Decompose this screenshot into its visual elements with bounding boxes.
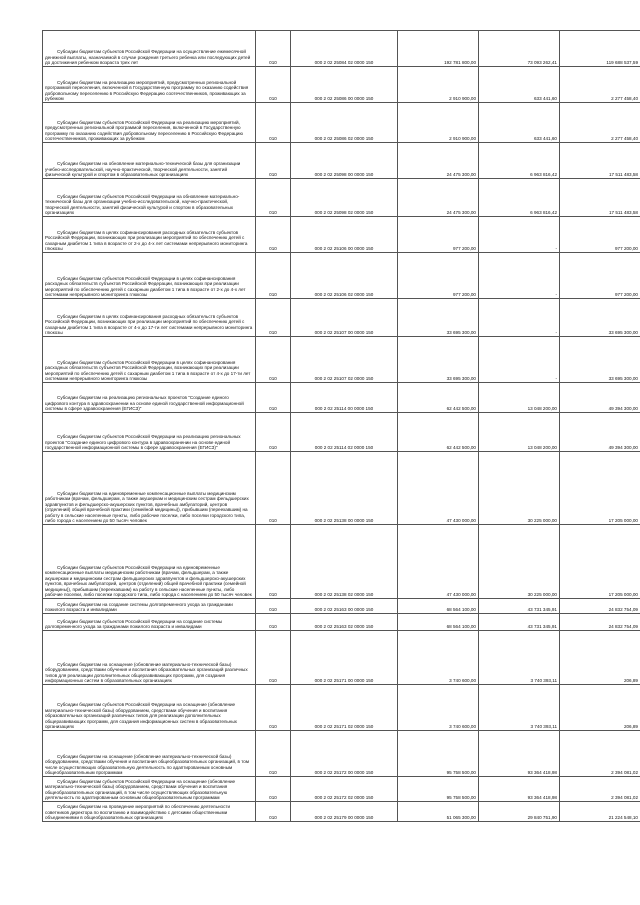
row-code-cell: 010 bbox=[256, 802, 291, 822]
row-kbk-cell: 000 2 02 25086 00 0000 150 bbox=[291, 67, 398, 103]
row-kbk-cell: 000 2 02 25138 02 0000 150 bbox=[291, 525, 398, 599]
row-code-cell: 010 bbox=[256, 614, 291, 631]
row-remaining-cell: 17 205 000,00 bbox=[560, 525, 640, 599]
row-approved-cell: 3 740 600,00 bbox=[398, 631, 479, 685]
row-kbk-cell: 000 2 02 25163 02 0000 150 bbox=[291, 614, 398, 631]
row-remaining-cell: 33 695 300,00 bbox=[560, 337, 640, 383]
row-approved-cell: 62 442 500,00 bbox=[398, 383, 479, 413]
row-executed-cell: 6 963 816,42 bbox=[479, 143, 560, 179]
row-name-cell: Субсидии бюджетам в целях софинансирования расходных обязательств субъектов Российской Федерации, возникающих при реализации мероприятий по обеспечению детей с сахарным диабетом 1 типа в возрасте от 4-х до 17-ти лет системами непрерывного мониторинга глюкозы bbox=[43, 299, 256, 337]
row-executed-cell: 43 731 345,91 bbox=[479, 614, 560, 631]
row-remaining-cell: 206,89 bbox=[560, 685, 640, 731]
row-code-cell: 010 bbox=[256, 452, 291, 525]
row-approved-cell: 3 740 600,00 bbox=[398, 685, 479, 731]
row-remaining-cell: 24 832 754,09 bbox=[560, 614, 640, 631]
row-kbk-cell: 000 2 02 25106 00 0000 150 bbox=[291, 217, 398, 253]
table-row bbox=[43, 631, 640, 685]
row-kbk-cell: 000 2 02 25179 00 0000 150 bbox=[291, 802, 398, 822]
row-name-cell: Субсидии бюджетам субъектов Российской Федерации на реализацию мероприятий, предусмотренных региональной программой переселения, включенной в Государственную программу по оказанию содействия добровольному переселению в Российскую Федерацию соотечественников, проживающих за рубежом bbox=[43, 103, 256, 143]
row-approved-cell: 95 758 500,00 bbox=[398, 777, 479, 802]
row-kbk-cell: 000 2 02 25084 02 0000 150 bbox=[291, 31, 398, 67]
row-executed-cell: 13 048 200,00 bbox=[479, 413, 560, 452]
row-remaining-cell: 977 200,00 bbox=[560, 253, 640, 299]
row-code-cell: 010 bbox=[256, 31, 291, 67]
row-executed-cell: 43 731 345,91 bbox=[479, 599, 560, 614]
row-approved-cell: 977 200,00 bbox=[398, 253, 479, 299]
row-name-cell: Субсидии бюджетам субъектов Российской Федерации в целях софинансирования расходных обязательств субъектов Российской Федерации, возникающих при реализации мероприятий по обеспечению детей с сахарным диабетом 1 типа в возрасте от 2-х до 4-х лет системами непрерывного мониторинга глюкозы bbox=[43, 253, 256, 299]
row-executed-cell: 633 441,60 bbox=[479, 103, 560, 143]
row-kbk-cell: 000 2 02 25098 00 0000 150 bbox=[291, 143, 398, 179]
table-row bbox=[43, 143, 640, 179]
row-name-cell: Субсидии бюджетам субъектов Российской Федерации на осуществление ежемесячной денежной выплаты, назначаемой в случае рождения третьего ребенка или последующих детей до достижения ребенком возраста трех лет bbox=[43, 31, 256, 67]
row-approved-cell: 68 564 100,00 bbox=[398, 614, 479, 631]
row-approved-cell: 24 475 300,00 bbox=[398, 179, 479, 217]
row-name-cell: Субсидии бюджетам субъектов Российской Федерации на оснащение (обновление материально-технической базы) оборудованием, средствами обучения и воспитания общеобразовательных организаций, в том числе осуществляющих образовательную деятельность по адаптированным основным общеобразовательным программам bbox=[43, 777, 256, 802]
row-name-cell: Субсидии бюджетам на оснащение (обновление материально-технической базы) оборудованием, средствами обучения и воспитания общеобразовательных организаций, в том числе осуществляющих образовательную деятельность по адаптированным основным общеобразовательным программам bbox=[43, 731, 256, 777]
row-kbk-cell: 000 2 02 25114 00 0000 150 bbox=[291, 383, 398, 413]
row-approved-cell: 95 758 500,00 bbox=[398, 731, 479, 777]
row-code-cell: 010 bbox=[256, 103, 291, 143]
row-approved-cell: 977 200,00 bbox=[398, 217, 479, 253]
row-approved-cell: 33 695 300,00 bbox=[398, 337, 479, 383]
table-row bbox=[43, 599, 640, 614]
table-row bbox=[43, 802, 640, 822]
row-executed-cell: 30 225 000,00 bbox=[479, 525, 560, 599]
row-remaining-cell: 2 277 458,40 bbox=[560, 103, 640, 143]
row-kbk-cell: 000 2 02 25172 00 0000 150 bbox=[291, 731, 398, 777]
row-name-cell: Субсидии бюджетам субъектов Российской Федерации на обновление материально-технической базы для организации учебно-исследовательской, научно-практической, творческой деятельности, занятий физической культурой и спортом в образовательных организациях bbox=[43, 179, 256, 217]
row-name-cell: Субсидии бюджетам субъектов Российской Федерации в целях софинансирования расходных обязательств субъектов Российской Федерации, возникающих при реализации мероприятий по обеспечению детей с сахарным диабетом 1 типа в возрасте от 4-х до 17-ти лет системами непрерывного мониторинга глюкозы bbox=[43, 337, 256, 383]
row-remaining-cell: 21 224 548,10 bbox=[560, 802, 640, 822]
table-row bbox=[43, 413, 640, 452]
row-name-cell: Субсидии бюджетам на проведение мероприятий по обеспечению деятельности советников директора по воспитанию и взаимодействию с детскими общественными объединениями в общеобразовательных организациях bbox=[43, 802, 256, 822]
row-code-cell: 010 bbox=[256, 599, 291, 614]
budget-execution-table bbox=[42, 30, 640, 822]
row-code-cell: 010 bbox=[256, 337, 291, 383]
row-name-cell: Субсидии бюджетам на обновление материально-технической базы для организации учебно-исследовательской, научно-практической, творческой деятельности, занятий физической культурой и спортом в образовательных организациях bbox=[43, 143, 256, 179]
row-remaining-cell: 2 394 081,02 bbox=[560, 777, 640, 802]
row-executed-cell: 30 225 000,00 bbox=[479, 452, 560, 525]
row-code-cell: 010 bbox=[256, 413, 291, 452]
table-row bbox=[43, 452, 640, 525]
row-remaining-cell: 977 200,00 bbox=[560, 217, 640, 253]
row-remaining-cell: 2 277 458,40 bbox=[560, 67, 640, 103]
row-code-cell: 010 bbox=[256, 777, 291, 802]
row-kbk-cell: 000 2 02 25171 02 0000 150 bbox=[291, 685, 398, 731]
row-code-cell: 010 bbox=[256, 253, 291, 299]
row-name-cell: Субсидии бюджетам на создание системы долговременного ухода за гражданами пожилого возраста и инвалидами bbox=[43, 599, 256, 614]
table-row bbox=[43, 777, 640, 802]
row-remaining-cell: 33 695 300,00 bbox=[560, 299, 640, 337]
row-remaining-cell: 17 511 483,58 bbox=[560, 143, 640, 179]
row-code-cell: 010 bbox=[256, 299, 291, 337]
table-row bbox=[43, 217, 640, 253]
row-code-cell: 010 bbox=[256, 525, 291, 599]
table-row bbox=[43, 67, 640, 103]
row-executed-cell: 73 093 262,41 bbox=[479, 31, 560, 67]
table-row bbox=[43, 525, 640, 599]
row-executed-cell: 633 441,60 bbox=[479, 67, 560, 103]
row-remaining-cell: 17 205 000,00 bbox=[560, 452, 640, 525]
row-executed-cell: 93 364 418,98 bbox=[479, 777, 560, 802]
table-row bbox=[43, 31, 640, 67]
row-kbk-cell: 000 2 02 25098 02 0000 150 bbox=[291, 179, 398, 217]
row-approved-cell: 2 910 900,00 bbox=[398, 67, 479, 103]
row-approved-cell: 68 564 100,00 bbox=[398, 599, 479, 614]
row-executed-cell: 3 740 393,11 bbox=[479, 631, 560, 685]
row-remaining-cell: 119 688 537,59 bbox=[560, 31, 640, 67]
row-name-cell: Субсидии бюджетам на единовременные компенсационные выплаты медицинским работникам (врачам, фельдшерам, а также акушеркам и медицинским сестрам фельдшерских здравпунктов и фельдшерско-акушерских пунктов, врачебных амбулаторий, центров (отделений) общей врачебной практики (семейной медицины)), прибывшим (переехавшим) на работу в сельские населенные пункты, либо рабочие поселки, либо поселки городского типа, либо города с населением до 50 тысяч человек bbox=[43, 452, 256, 525]
row-name-cell: Субсидии бюджетам субъектов Российской Федерации на реализацию региональных проектов "Создание единого цифрового контура в здравоохранении на основе единой государственной информационной системы в сфере здравоохранения (ЕГИСЗ)" bbox=[43, 413, 256, 452]
row-code-cell: 010 bbox=[256, 383, 291, 413]
row-code-cell: 010 bbox=[256, 143, 291, 179]
row-remaining-cell: 2 394 081,02 bbox=[560, 731, 640, 777]
row-executed-cell: 93 364 418,98 bbox=[479, 731, 560, 777]
row-name-cell: Субсидии бюджетам субъектов Российской Федерации на создание системы долговременного ухода за гражданами пожилого возраста и инвалидами bbox=[43, 614, 256, 631]
row-executed-cell: 29 840 751,90 bbox=[479, 802, 560, 822]
row-name-cell: Субсидии бюджетам на оснащение (обновление материально-технической базы) оборудованием, средствами обучения и воспитания образовательных организаций различных типов для реализации дополнительных общеразвивающих программ, для создания информационных систем в образовательных организациях bbox=[43, 631, 256, 685]
row-kbk-cell: 000 2 02 25171 00 0000 150 bbox=[291, 631, 398, 685]
row-code-cell: 010 bbox=[256, 179, 291, 217]
row-kbk-cell: 000 2 02 25086 02 0000 150 bbox=[291, 103, 398, 143]
row-name-cell: Субсидии бюджетам субъектов Российской Федерации на оснащение (обновление материально-технической базы) оборудованием, средствами обучения и воспитания образовательных организаций различных типов для реализации дополнительных общеразвивающих программ, для создания информационных систем в образовательных организациях bbox=[43, 685, 256, 731]
row-kbk-cell: 000 2 02 25138 00 0000 150 bbox=[291, 452, 398, 525]
table-row bbox=[43, 103, 640, 143]
row-code-cell: 010 bbox=[256, 685, 291, 731]
row-executed-cell: 3 740 393,11 bbox=[479, 685, 560, 731]
row-code-cell: 010 bbox=[256, 631, 291, 685]
row-kbk-cell: 000 2 02 25163 00 0000 150 bbox=[291, 599, 398, 614]
row-name-cell: Субсидии бюджетам на реализацию мероприятий, предусмотренных региональной программой переселения, включенной в Государственную программу по оказанию содействия добровольному переселению в Российскую Федерацию соотечественников, проживающих за рубежом bbox=[43, 67, 256, 103]
row-approved-cell: 47 430 000,00 bbox=[398, 525, 479, 599]
row-executed-cell: - bbox=[479, 299, 560, 337]
row-approved-cell: 47 430 000,00 bbox=[398, 452, 479, 525]
row-kbk-cell: 000 2 02 25114 02 0000 150 bbox=[291, 413, 398, 452]
row-kbk-cell: 000 2 02 25106 02 0000 150 bbox=[291, 253, 398, 299]
row-approved-cell: 62 442 500,00 bbox=[398, 413, 479, 452]
row-kbk-cell: 000 2 02 25172 02 0000 150 bbox=[291, 777, 398, 802]
row-approved-cell: 51 065 300,00 bbox=[398, 802, 479, 822]
row-remaining-cell: 24 832 754,09 bbox=[560, 599, 640, 614]
row-name-cell: Субсидии бюджетам в целях софинансирования расходных обязательств субъектов Российской Федерации, возникающих при реализации мероприятий по обеспечению детей с сахарным диабетом 1 типа в возрасте от 2-х до 4-х лет системами непрерывного мониторинга глюкозы bbox=[43, 217, 256, 253]
row-code-cell: 010 bbox=[256, 217, 291, 253]
row-approved-cell: 33 695 300,00 bbox=[398, 299, 479, 337]
row-executed-cell: 6 963 816,42 bbox=[479, 179, 560, 217]
table-row bbox=[43, 731, 640, 777]
table-row bbox=[43, 383, 640, 413]
row-name-cell: Субсидии бюджетам субъектов Российской Федерации на единовременные компенсационные выплаты медицинским работникам (врачам, фельдшерам, а также акушеркам и медицинским сестрам фельдшерских здравпунктов и фельдшерско-акушерских пунктов, врачебных амбулаторий, центров (отделений) общей врачебной практики (семейной медицины)), прибывшим (переехавшим) на работу в сельские населенные пункты, либо рабочие поселки, либо поселки городского типа, либо города с населением до 50 тысяч человек bbox=[43, 525, 256, 599]
row-executed-cell: - bbox=[479, 217, 560, 253]
row-executed-cell: 13 048 200,00 bbox=[479, 383, 560, 413]
row-name-cell: Субсидии бюджетам на реализацию региональных проектов "Создание единого цифрового контура в здравоохранении на основе единой государственной информационной системы в сфере здравоохранения (ЕГИСЗ)" bbox=[43, 383, 256, 413]
row-executed-cell: - bbox=[479, 253, 560, 299]
row-remaining-cell: 206,89 bbox=[560, 631, 640, 685]
row-approved-cell: 192 781 800,00 bbox=[398, 31, 479, 67]
row-remaining-cell: 49 394 300,00 bbox=[560, 383, 640, 413]
row-remaining-cell: 49 394 300,00 bbox=[560, 413, 640, 452]
table-row bbox=[43, 299, 640, 337]
row-approved-cell: 2 910 900,00 bbox=[398, 103, 479, 143]
table-row bbox=[43, 253, 640, 299]
row-approved-cell: 24 475 300,00 bbox=[398, 143, 479, 179]
table-row bbox=[43, 685, 640, 731]
row-code-cell: 010 bbox=[256, 67, 291, 103]
table-body bbox=[43, 31, 640, 822]
row-executed-cell: - bbox=[479, 337, 560, 383]
table-row bbox=[43, 179, 640, 217]
row-kbk-cell: 000 2 02 25107 00 0000 150 bbox=[291, 299, 398, 337]
table-row bbox=[43, 614, 640, 631]
row-remaining-cell: 17 511 483,58 bbox=[560, 179, 640, 217]
row-kbk-cell: 000 2 02 25107 02 0000 150 bbox=[291, 337, 398, 383]
table-row bbox=[43, 337, 640, 383]
row-code-cell: 010 bbox=[256, 731, 291, 777]
